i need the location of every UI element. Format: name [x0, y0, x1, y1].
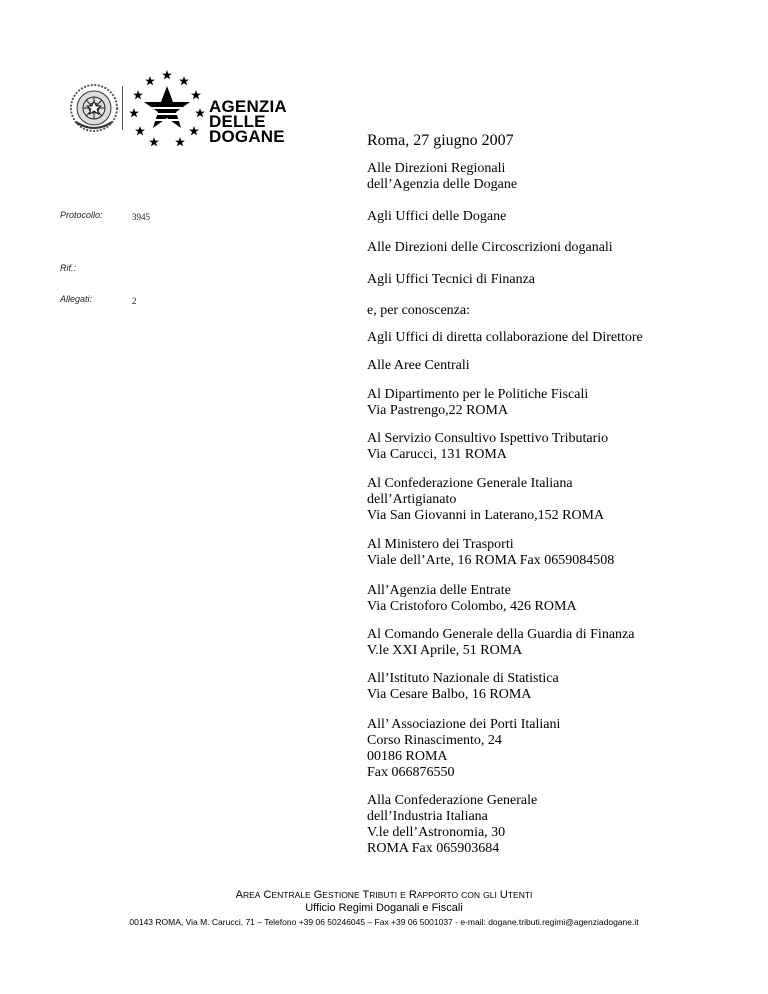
footer-area-word: GESTIONE: [313, 889, 360, 901]
recipient-block: [367, 358, 470, 374]
recipient-line: dell’Agenzia delle Dogane: [367, 177, 518, 192]
recipient-line: Fax 066876550: [367, 765, 455, 780]
footer-area-word: RAPPORTO: [408, 889, 459, 901]
allegati-label: Allegati:: [60, 294, 93, 304]
recipient-line: Agli Uffici Tecnici di Finanza: [367, 272, 536, 287]
logo-divider: [122, 86, 123, 130]
recipient-line: Corso Rinascimento, 24: [367, 733, 502, 748]
recipient-block: [367, 537, 614, 569]
agency-name-logo: [209, 99, 287, 144]
footer-office: Ufficio Regimi Doganali e Fiscali: [305, 902, 463, 914]
recipient-line: V.le XXI Aprile, 51 ROMA: [367, 643, 523, 658]
recipient-line: Viale dell’Arte, 16 ROMA Fax 0659084508: [367, 553, 615, 568]
recipient-line: Agli Uffici di diretta collaborazione del Direttore: [367, 330, 643, 345]
recipient-line: All’ Associazione dei Porti Italiani: [367, 717, 561, 732]
recipient-line: Via San Giovanni in Laterano,152 ROMA: [367, 508, 605, 523]
logo-line-1: AGENZIA: [209, 97, 287, 116]
footer-area-word: AREA: [235, 889, 261, 901]
recipient-block: [367, 431, 608, 463]
footer-area: [0, 889, 768, 901]
recipient-block: [367, 272, 535, 288]
recipient-line: Al Ministero dei Trasporti: [367, 537, 514, 552]
recipient-line: Alle Aree Centrali: [367, 358, 470, 373]
recipient-line: Agli Uffici delle Dogane: [367, 209, 507, 224]
recipient-line: Via Cesare Balbo, 16 ROMA: [367, 687, 532, 702]
protocollo-label: Protocollo:: [60, 210, 103, 220]
recipient-line: Alla Confederazione Generale: [367, 793, 538, 808]
protocollo-value: 3945: [132, 212, 150, 222]
recipient-line: 00186 ROMA: [367, 749, 448, 764]
recipient-line: All’Istituto Nazionale di Statistica: [367, 671, 559, 686]
recipient-line: Via Pastrengo,22 ROMA: [367, 403, 509, 418]
recipient-line: Al Confederazione Generale Italiana: [367, 476, 573, 491]
recipient-block: [367, 476, 604, 524]
recipient-line: e, per conoscenza:: [367, 303, 470, 318]
footer-area-word: GLI: [483, 890, 497, 900]
recipient-line: Al Comando Generale della Guardia di Finanza: [367, 627, 635, 642]
recipient-block: [367, 583, 577, 615]
recipient-line: dell’Artigianato: [367, 492, 457, 507]
cc-heading: [367, 303, 470, 319]
recipient-block: [367, 330, 643, 346]
footer-area-word: CENTRALE: [263, 889, 311, 901]
recipient-line: Alle Direzioni delle Circoscrizioni doganali: [367, 240, 613, 255]
recipient-block: [367, 387, 588, 419]
logo-line-3: DOGANE: [209, 127, 285, 146]
document-date: Roma, 27 giugno 2007: [367, 132, 514, 149]
recipient-line: Alle Direzioni Regionali: [367, 161, 506, 176]
recipient-block: [367, 717, 560, 781]
recipient-block: [367, 627, 634, 659]
recipient-block: [367, 671, 559, 703]
footer-contacts: 00143 ROMA, Via M. Carucci, 71 – Telefono +39 06 50246045 – Fax +39 06 5001037 - e-mail: dogane.tributi.regimi@agenziadogane.it: [129, 917, 639, 927]
recipient-block: [367, 209, 506, 225]
logo-line-2: DELLE: [209, 112, 266, 131]
rif-label: Rif.:: [60, 263, 77, 273]
recipient-block: [367, 793, 537, 857]
republic-emblem-icon: [68, 82, 120, 134]
recipient-line: dell’Industria Italiana: [367, 809, 488, 824]
recipient-line: Via Carucci, 131 ROMA: [367, 447, 507, 462]
footer-area-word: E: [400, 890, 406, 900]
recipient-line: Al Dipartimento per le Politiche Fiscali: [367, 387, 589, 402]
recipient-line: V.le dell’Astronomia, 30: [367, 825, 506, 840]
allegati-value: 2: [132, 296, 137, 306]
recipient-block: [367, 240, 613, 256]
footer-area-word: TRIBUTI: [362, 889, 398, 901]
recipient-line: ROMA Fax 065903684: [367, 841, 500, 856]
agency-stars-logo-icon: [128, 70, 206, 148]
recipient-block: [367, 161, 517, 193]
recipient-line: All’Agenzia delle Entrate: [367, 583, 511, 598]
recipient-line: Al Servizio Consultivo Ispettivo Tributario: [367, 431, 609, 446]
recipient-line: Via Cristoforo Colombo, 426 ROMA: [367, 599, 577, 614]
footer-area-word: CON: [461, 890, 481, 900]
footer-area-word: UTENTI: [499, 889, 533, 901]
